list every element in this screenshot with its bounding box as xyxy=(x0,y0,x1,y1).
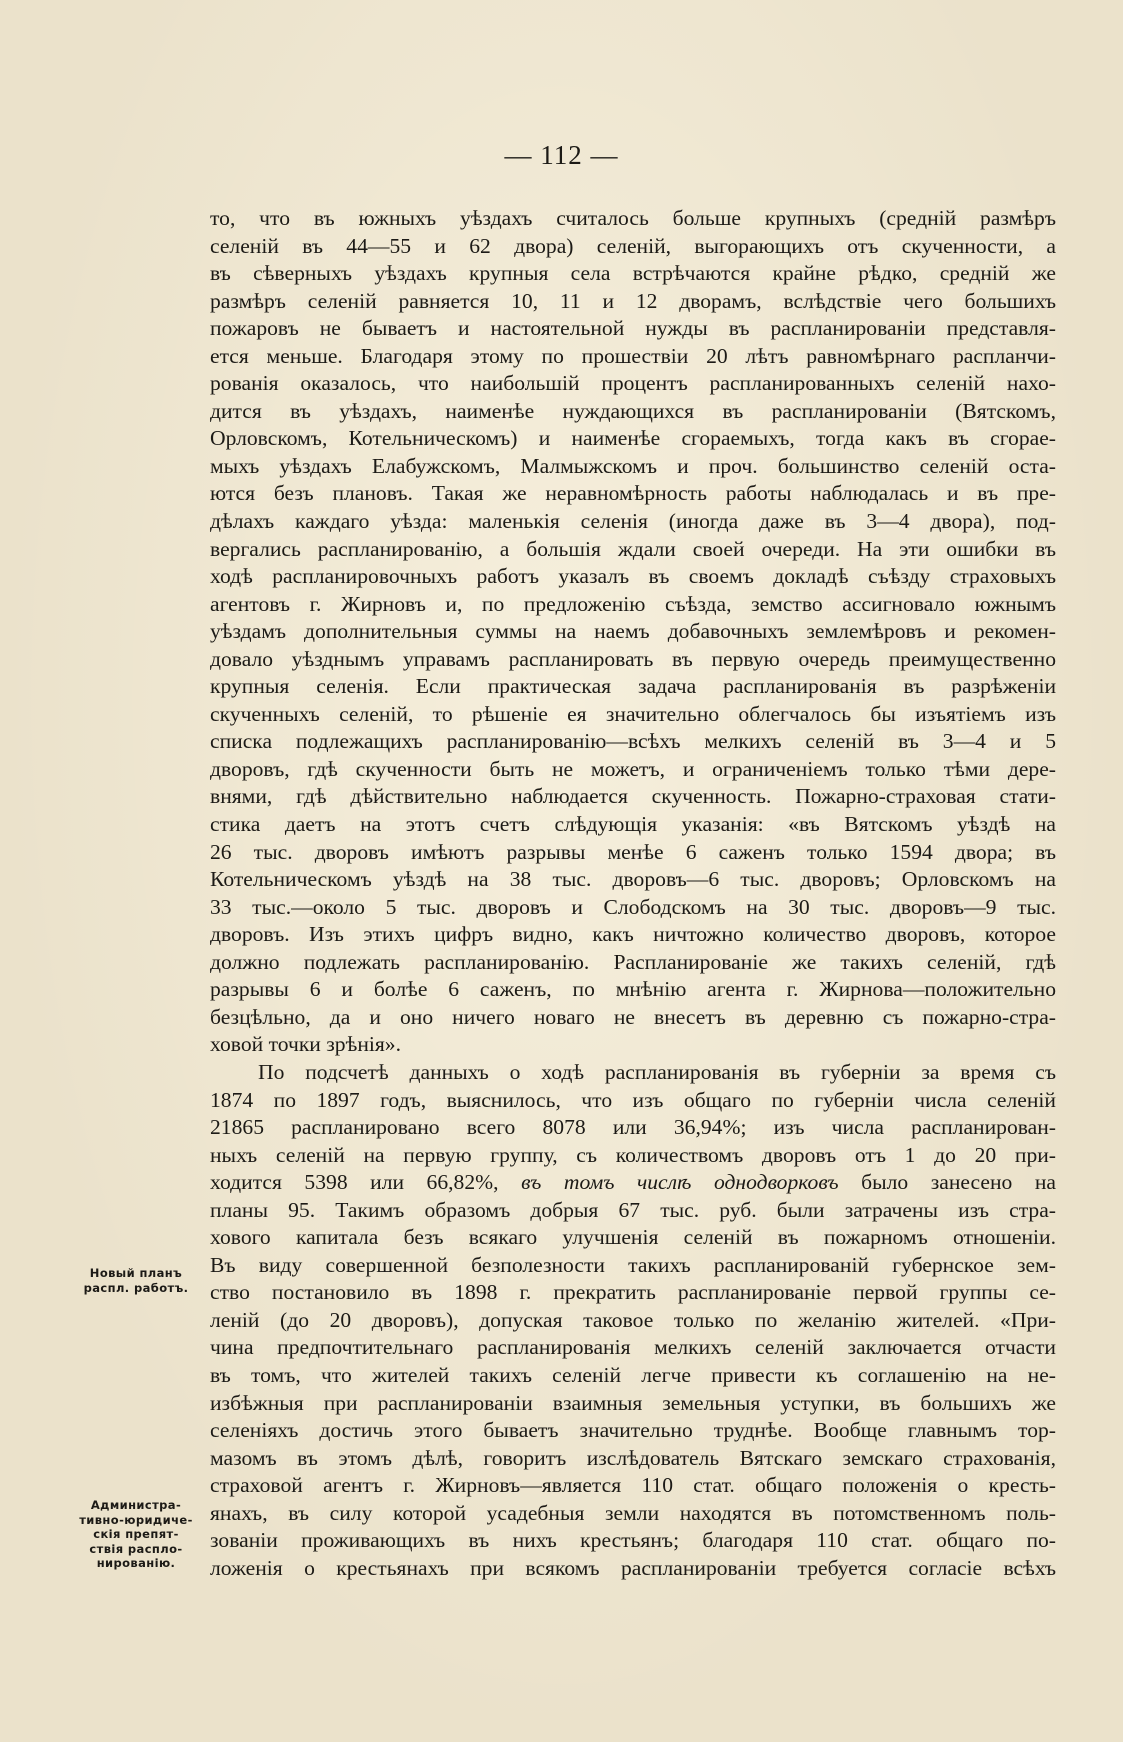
margin-note-line: Новый планъ xyxy=(89,1266,183,1280)
paragraph-2 xyxy=(210,1059,1056,1252)
text-line xyxy=(210,1169,1056,1197)
margin-note-line: распл. работъ. xyxy=(83,1280,189,1295)
text-run: ходится 5398 или 66,82%, xyxy=(210,1170,522,1195)
text-line: янахъ, въ силу которой усадебныя земли находятся въ потомственномъ поль- xyxy=(210,1500,1056,1525)
text-line: должно подлежать распланированію. Распланированіе же такихъ селеній, гдѣ xyxy=(210,949,1056,974)
text-line: рованія оказалось, что наибольшій процентъ распланированныхъ селеній нахо- xyxy=(210,371,1056,396)
text-line: Орловскомъ, Котельническомъ) и наименѣе сгораемыхъ, тогда какъ въ сгорае- xyxy=(210,426,1056,451)
text-line: дится въ уѣздахъ, наименѣе нуждающихся въ распланированіи (Вятскомъ, xyxy=(210,398,1056,423)
text-line: скученныхъ селеній, то рѣшеніе ея значительно облегчалось бы изъятіемъ изъ xyxy=(210,701,1056,726)
text-line: страховой агентъ г. Жирновъ—является 110 стат. общаго положенія о кресть- xyxy=(210,1473,1056,1498)
text-line: безцѣльно, да и оно ничего новаго не внесетъ въ деревню съ пожарно-стра- xyxy=(210,1004,1056,1029)
text-run: было занесено на xyxy=(838,1170,1056,1195)
text-line: стика даетъ на этотъ счетъ слѣдующія указанія: «въ Вятскомъ уѣздѣ на xyxy=(210,812,1056,837)
margin-note-legal-obstacles xyxy=(66,1498,206,1571)
text-line: Въ виду совершенной безполезности такихъ распланированій губернское зем- xyxy=(210,1252,1056,1277)
text-line: ложенія о крестьянахъ при всякомъ распланированіи требуется согласіе всѣхъ xyxy=(210,1555,1056,1580)
margin-note-line: ствія распло- xyxy=(89,1541,183,1556)
margin-note-new-plan xyxy=(66,1266,206,1295)
text-line: мыхъ уѣздахъ Елабужскомъ, Малмыжскомъ и проч. большинство селеній оста- xyxy=(210,453,1056,478)
text-line: хового капитала безъ всякаго улучшенія селеній въ пожарномъ отношеніи. xyxy=(210,1225,1056,1250)
text-line: вергались распланированію, а большія ждали своей очереди. На эти ошибки въ xyxy=(210,536,1056,561)
text-line: дворовъ, гдѣ скученности быть не можетъ, и ограниченіемъ только тѣми дере- xyxy=(210,756,1056,781)
text-line: дворовъ. Изъ этихъ цифръ видно, какъ ничтожно количество дворовъ, которое xyxy=(210,922,1056,947)
margin-note-line: тивно-юридиче- xyxy=(79,1512,193,1527)
text-line: По подсчетѣ данныхъ о ходѣ распланированія въ губерніи за время съ xyxy=(258,1059,1056,1084)
text-line: внями, гдѣ дѣйствительно наблюдается скученность. Пожарно-страховая стати- xyxy=(210,784,1056,809)
margin-note-line: Администра- xyxy=(90,1498,182,1512)
text-line: селеній въ 44—55 и 62 двора) селеній, выгорающихъ отъ скученности, а xyxy=(210,233,1056,258)
margin-note-line: нированію. xyxy=(96,1556,176,1570)
text-line: уѣздамъ дополнительныя суммы на наемъ добавочныхъ землемѣровъ и рекомен- xyxy=(210,619,1056,644)
text-line: крупныя селенія. Если практическая задача распланированія въ разрѣженіи xyxy=(210,674,1056,699)
text-line: Котельническомъ уѣздѣ на 38 тыс. дворовъ—6 тыс. дворовъ; Орловскомъ на xyxy=(210,867,1056,892)
text-line: ховой точки зрѣнія». xyxy=(210,1032,402,1057)
italic-emphasis: въ томъ числѣ однодворковъ xyxy=(521,1170,839,1195)
text-line: то, что въ южныхъ уѣздахъ считалось больше крупныхъ (средній размѣръ xyxy=(210,206,1056,230)
text-line: списка подлежащихъ распланированію—всѣхъ мелкихъ селеній въ 3—4 и 5 xyxy=(210,729,1056,754)
text-line: избѣжныя при распланированіи взаимныя земельныя уступки, въ большихъ же xyxy=(210,1390,1056,1415)
text-line: мазомъ въ этомъ дѣлѣ, говоритъ изслѣдователь Вятскаго земскаго страхованія, xyxy=(210,1445,1056,1470)
text-line: зованіи проживающихъ въ нихъ крестьянъ; благодаря 110 стат. общаго по- xyxy=(210,1528,1056,1553)
text-line: ются безъ плановъ. Такая же неравномѣрность работы наблюдалась и въ пре- xyxy=(210,481,1056,506)
text-line: пожаровъ не бываетъ и настоятельной нужды въ распланированіи представля- xyxy=(210,316,1056,341)
text-line: леній (до 20 дворовъ), допуская таковое только по желанію жителей. «При- xyxy=(210,1307,1056,1332)
text-line: 33 тыс.—около 5 тыс. дворовъ и Слободскомъ на 30 тыс. дворовъ—9 тыс. xyxy=(210,894,1056,919)
text-line: разрывы 6 и болѣе 6 саженъ, по мнѣнію агента г. Жирнова—положительно xyxy=(210,977,1056,1002)
text-line: въ томъ, что жителей такихъ селеній легче привести къ соглашенію на не- xyxy=(210,1362,1056,1387)
page-number: — 112 — xyxy=(504,140,619,170)
paragraph-3 xyxy=(210,1252,1056,1583)
text-line: ется меньше. Благодаря этому по прошествіи 20 лѣтъ равномѣрнаго распланчи- xyxy=(210,343,1056,368)
text-line: 1874 по 1897 годъ, выяснилось, что изъ общаго по губерніи числа селеній xyxy=(210,1087,1056,1112)
text-line: ныхъ селеній на первую группу, съ количествомъ дворовъ отъ 1 до 20 при- xyxy=(210,1142,1056,1167)
text-line: ходѣ распланировочныхъ работъ указалъ въ своемъ докладѣ съѣзду страховыхъ xyxy=(210,564,1056,589)
text-line: агентовъ г. Жирновъ и, по предложенію съѣзда, земство ассигновало южнымъ xyxy=(210,591,1056,616)
text-line: дѣлахъ каждаго уѣзда: маленькія селенія (иногда даже въ 3—4 двора), под- xyxy=(210,509,1056,534)
text-line: довало уѣзднымъ управамъ распланировать въ первую очередь преимущественно xyxy=(210,646,1056,671)
margin-note-line: скія препят- xyxy=(93,1527,179,1541)
text-line: размѣръ селеній равняется 10, 11 и 12 дворамъ, вслѣдствіе чего большихъ xyxy=(210,288,1056,313)
text-line: планы 95. Такимъ образомъ добрыя 67 тыс. руб. были затрачены изъ стра- xyxy=(210,1197,1056,1222)
body-text xyxy=(210,205,1056,1582)
text-line: ство постановило въ 1898 г. прекратить распланированіе первой группы се- xyxy=(210,1280,1056,1305)
paragraph-1 xyxy=(210,205,1056,1059)
text-line: селеніяхъ достичь этого бываетъ значительно труднѣе. Вообще главнымъ тор- xyxy=(210,1418,1056,1443)
text-line: въ сѣверныхъ уѣздахъ крупныя села встрѣчаются крайне рѣдко, средній же xyxy=(210,261,1056,286)
text-line: 26 тыс. дворовъ имѣютъ разрывы менѣе 6 саженъ только 1594 двора; въ xyxy=(210,839,1056,864)
text-line: чина предпочтительнаго распланированія мелкихъ селеній заключается отчасти xyxy=(210,1335,1056,1360)
text-line: 21865 распланировано всего 8078 или 36,94%; изъ числа распланирован- xyxy=(210,1115,1056,1140)
